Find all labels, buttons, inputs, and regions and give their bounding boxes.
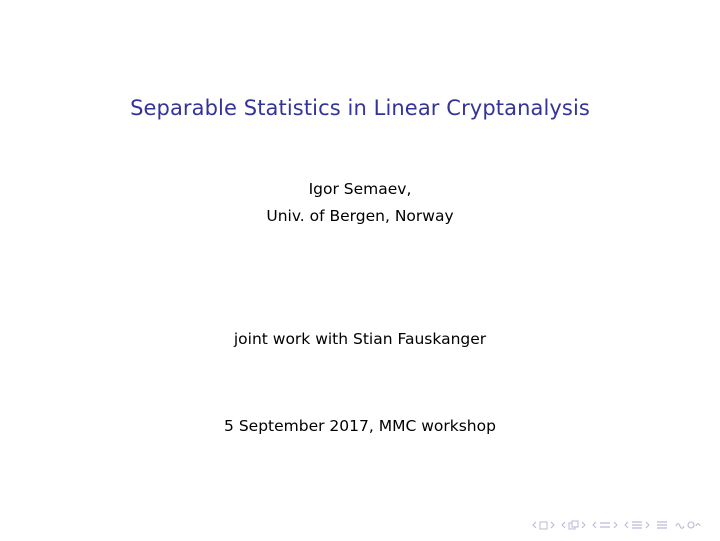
- joint-work-note: joint work with Stian Fauskanger: [233, 330, 487, 348]
- frame-next-icon[interactable]: [550, 521, 555, 529]
- author-block: [0, 176, 720, 230]
- section-icon[interactable]: [599, 520, 611, 530]
- frame-prev-icon[interactable]: [532, 521, 537, 529]
- author-affiliation: Univ. of Bergen, Norway: [266, 207, 454, 225]
- slide-next-icon[interactable]: [645, 521, 650, 529]
- beamer-navigation-bar: [532, 519, 702, 531]
- slide-prev-icon[interactable]: [624, 521, 629, 529]
- author-name: Igor Semaev,: [308, 180, 412, 198]
- toc-icon[interactable]: [656, 520, 668, 530]
- subsection-icon[interactable]: [568, 520, 579, 530]
- slide-icon[interactable]: [631, 520, 643, 530]
- nav-frame-group: [532, 521, 555, 530]
- date-event: 5 September 2017, MMC workshop: [224, 417, 496, 435]
- slide-title: Separable Statistics in Linear Cryptanalysis: [130, 96, 590, 120]
- section-prev-icon[interactable]: [592, 521, 597, 529]
- nav-section-group: [592, 520, 618, 530]
- frame-icon[interactable]: [539, 521, 548, 530]
- subsection-prev-icon[interactable]: [561, 521, 566, 529]
- nav-slide-group: [624, 520, 650, 530]
- nav-subsection-group: [561, 520, 586, 530]
- section-next-icon[interactable]: [613, 521, 618, 529]
- search-icon[interactable]: [674, 519, 702, 531]
- subsection-next-icon[interactable]: [581, 521, 586, 529]
